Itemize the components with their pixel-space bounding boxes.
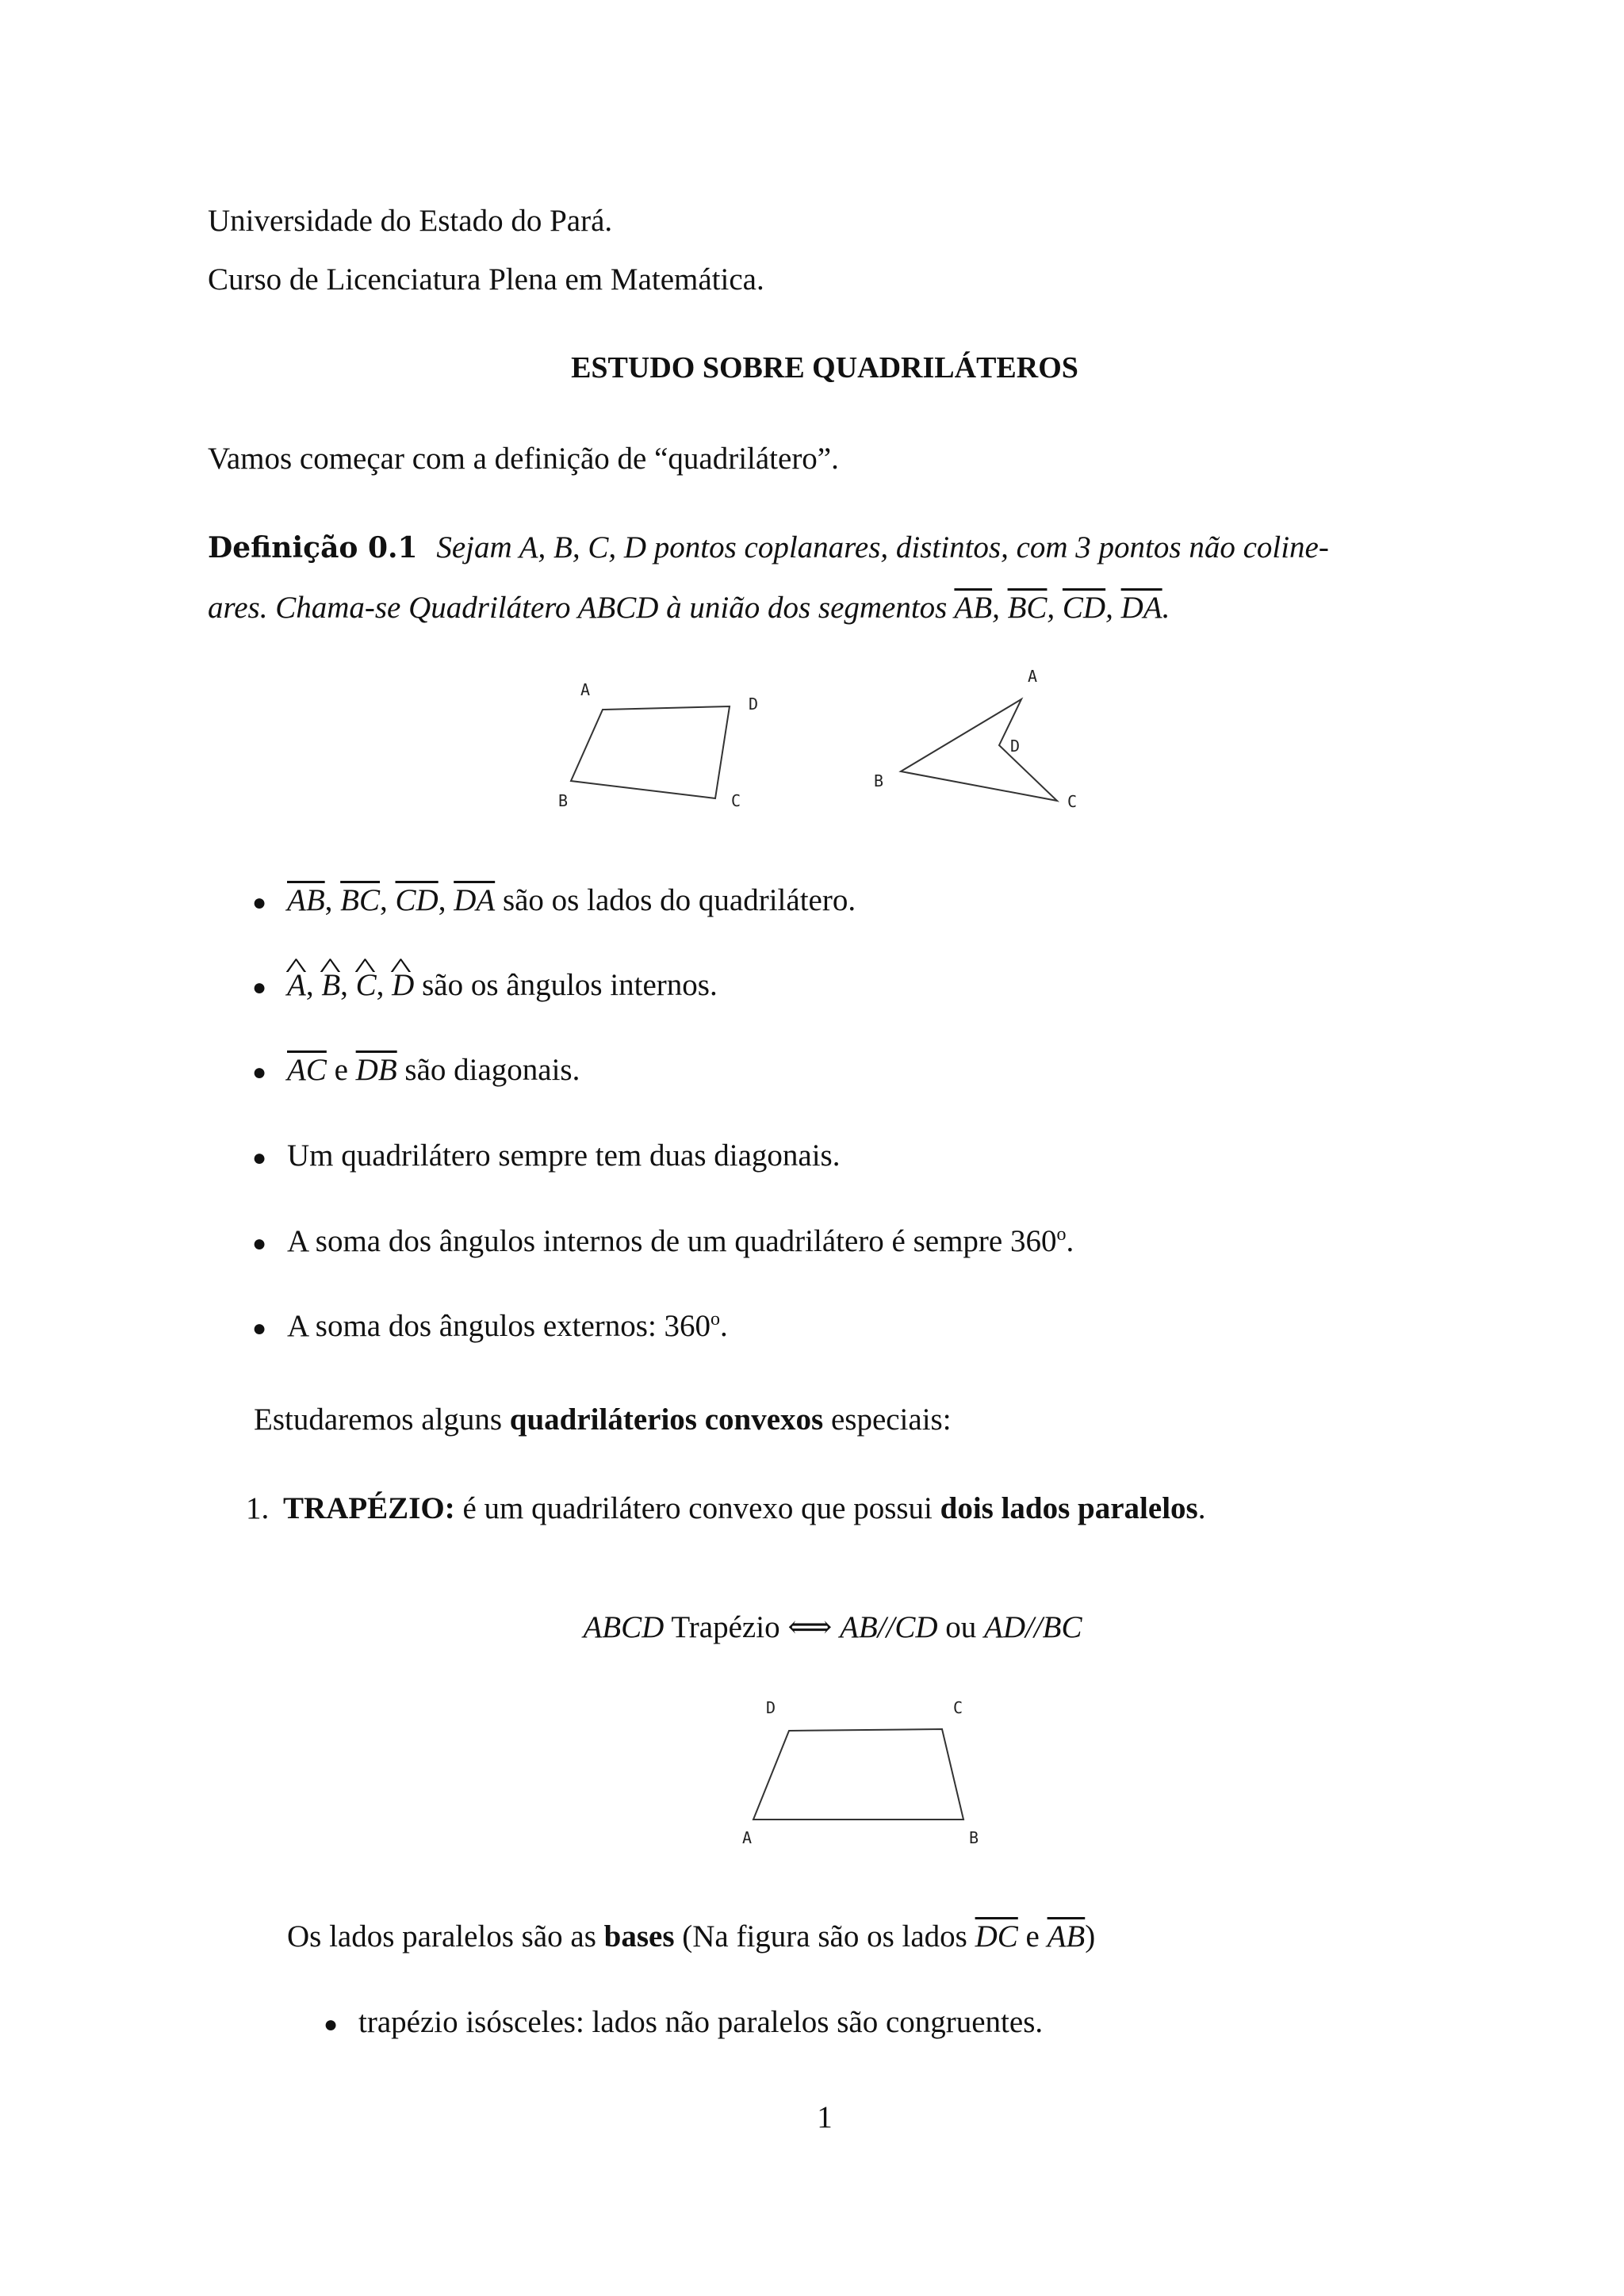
- concave-quadrilateral-figure: [864, 666, 1102, 817]
- definition-line-2: ares. Chama-se Quadrilátero ABCD à união dos segmentos $\overline{AB}$, $\overline{BC}$, $\overline{CD}$, $\overline{DA}$.: [208, 591, 1170, 625]
- formula-cond-1: AB//CD: [840, 1610, 938, 1644]
- concave-label-b: B: [874, 771, 884, 790]
- page-number: 1: [817, 2100, 833, 2134]
- bases-prefix: Os lados paralelos são as: [287, 1919, 596, 1954]
- angle-c: ^ C: [356, 967, 377, 1004]
- bases-paren: (Na figura são os lados: [682, 1919, 967, 1954]
- study-line: [254, 1402, 952, 1439]
- sides-text: são os lados do quadrilátero.: [502, 883, 856, 917]
- concave-label-d: D: [1010, 737, 1021, 756]
- segment-ab: $\overline{AB}$: [954, 591, 993, 625]
- trapezoid-name: TRAPÉZIO:: [283, 1491, 455, 1525]
- side-cd: $\overline{CD}$: [395, 883, 439, 917]
- diagonal-connector: e: [334, 1053, 348, 1087]
- side-ab: $\overline{AB}$: [287, 883, 325, 917]
- side-bc: $\overline{BC}$: [340, 883, 380, 917]
- definition-text-1: Sejam A, B, C, D pontos coplanares, distintos, com 3 pontos não coline-: [436, 530, 1329, 564]
- internal-degree: o: [1056, 1224, 1067, 1245]
- base-ab: $\overline{AB}$: [1047, 1919, 1086, 1954]
- trapezoid-formula: [0, 1609, 1624, 1647]
- study-bold: quadriláterios convexos: [509, 1402, 824, 1437]
- external-sum-text: A soma dos ângulos externos: 360: [287, 1309, 711, 1343]
- formula-word: Trapézio: [671, 1610, 780, 1644]
- angles-text: são os ângulos internos.: [422, 968, 718, 1002]
- intro-text: Vamos começar com a definição de “quadrilátero”.: [208, 442, 839, 476]
- definition-label: Definição 0.1: [208, 531, 418, 564]
- concave-label-a: A: [1028, 667, 1038, 686]
- bullet-two-diagonals: ● Um quadrilátero sempre tem duas diagonais.: [252, 1138, 841, 1173]
- angle-a: ^ A: [287, 967, 306, 1004]
- convex-label-b: B: [558, 791, 569, 810]
- trapezoid-text: é um quadrilátero convexo que possui: [462, 1491, 933, 1525]
- trapezoid-label-d: D: [766, 1698, 776, 1717]
- segment-cd: $\overline{CD}$: [1062, 591, 1106, 625]
- university-line: Universidade do Estado do Pará.: [208, 204, 613, 238]
- diagonals-text: são diagonais.: [404, 1053, 580, 1087]
- trapezoid-label-c: C: [953, 1698, 963, 1717]
- segment-da: $\overline{DA}$: [1120, 591, 1162, 625]
- page-title: ESTUDO SOBRE QUADRILÁTEROS: [571, 351, 1078, 385]
- bullet-angles: ● ^ A, ^ B, ^ C, ^ D são os ângulos internos.: [252, 967, 718, 1004]
- external-degree: o: [710, 1309, 721, 1330]
- convex-label-d: D: [749, 695, 759, 714]
- convex-label-c: C: [731, 791, 741, 810]
- trapezoid-label-b: B: [969, 1828, 979, 1847]
- study-suffix: especiais:: [830, 1402, 952, 1437]
- bullet-sides: ● $\overline{AB}$, $\overline{BC}$, $\overline{CD}$, $\overline{DA}$ são os lados do quadrilátero.: [252, 883, 856, 917]
- angle-b: ^ B: [321, 967, 340, 1004]
- trapezoid-item: 1. TRAPÉZIO: é um quadrilátero convexo que possui dois lados paralelos.: [246, 1491, 1206, 1525]
- angle-d: ^ D: [392, 967, 414, 1004]
- trapezoid-label-a: A: [742, 1828, 753, 1847]
- course-line: Curso de Licenciatura Plena em Matemática.: [208, 262, 764, 297]
- study-prefix: Estudaremos alguns: [254, 1402, 503, 1437]
- bullet-internal-sum: ● A soma dos ângulos internos de um quadrilátero é sempre 360$^o$.: [252, 1224, 1074, 1258]
- trapezoid-figure: [722, 1693, 1007, 1851]
- bullet-diagonals: ● $\overline{AC}$ e $\overline{DB}$ são diagonais.: [252, 1053, 580, 1087]
- diagonal-ac: $\overline{AC}$: [287, 1053, 327, 1087]
- convex-label-a: A: [580, 680, 591, 699]
- bases-line: Os lados paralelos são as bases (Na figura são os lados $\overline{DC}$ e $\overline{AB}$): [287, 1919, 1096, 1954]
- bullet-isosceles: ● trapézio isósceles: lados não paralelos são congruentes.: [324, 2005, 1044, 2039]
- base-and: e: [1025, 1919, 1040, 1954]
- formula-or: ou: [945, 1610, 977, 1644]
- definition-end: .: [1162, 591, 1170, 625]
- side-da: $\overline{DA}$: [454, 883, 496, 917]
- trapezoid-bold-end: dois lados paralelos: [940, 1491, 1198, 1525]
- internal-sum-text: A soma dos ângulos internos de um quadrilátero é sempre 360: [287, 1224, 1057, 1258]
- bullet-external-sum: ● A soma dos ângulos externos: 360$^o$.: [252, 1309, 728, 1343]
- formula-iff: ⟺: [787, 1610, 833, 1644]
- segment-bc: $\overline{BC}$: [1007, 591, 1048, 625]
- bases-bold: bases: [603, 1919, 675, 1954]
- trapezoid-shape: [753, 1729, 963, 1820]
- two-diagonals-text: Um quadrilátero sempre tem duas diagonais.: [287, 1138, 841, 1173]
- base-dc: $\overline{DC}$: [975, 1919, 1018, 1954]
- convex-quadrilateral-figure: [547, 670, 809, 813]
- definition-line-1: [208, 530, 1329, 567]
- definition-text-2: ares. Chama-se Quadrilátero ABCD à união dos segmentos: [208, 591, 948, 625]
- concave-label-c: C: [1067, 792, 1078, 811]
- convex-quadrilateral-shape: [571, 706, 730, 798]
- formula-cond-2: AD//BC: [984, 1610, 1082, 1644]
- isosceles-text: trapézio isósceles: lados não paralelos são congruentes.: [358, 2005, 1044, 2039]
- formula-lhs: ABCD: [583, 1610, 665, 1644]
- diagonal-db: $\overline{DB}$: [355, 1053, 397, 1087]
- trapezoid-number: 1.: [246, 1491, 270, 1525]
- concave-quadrilateral-shape: [901, 699, 1057, 801]
